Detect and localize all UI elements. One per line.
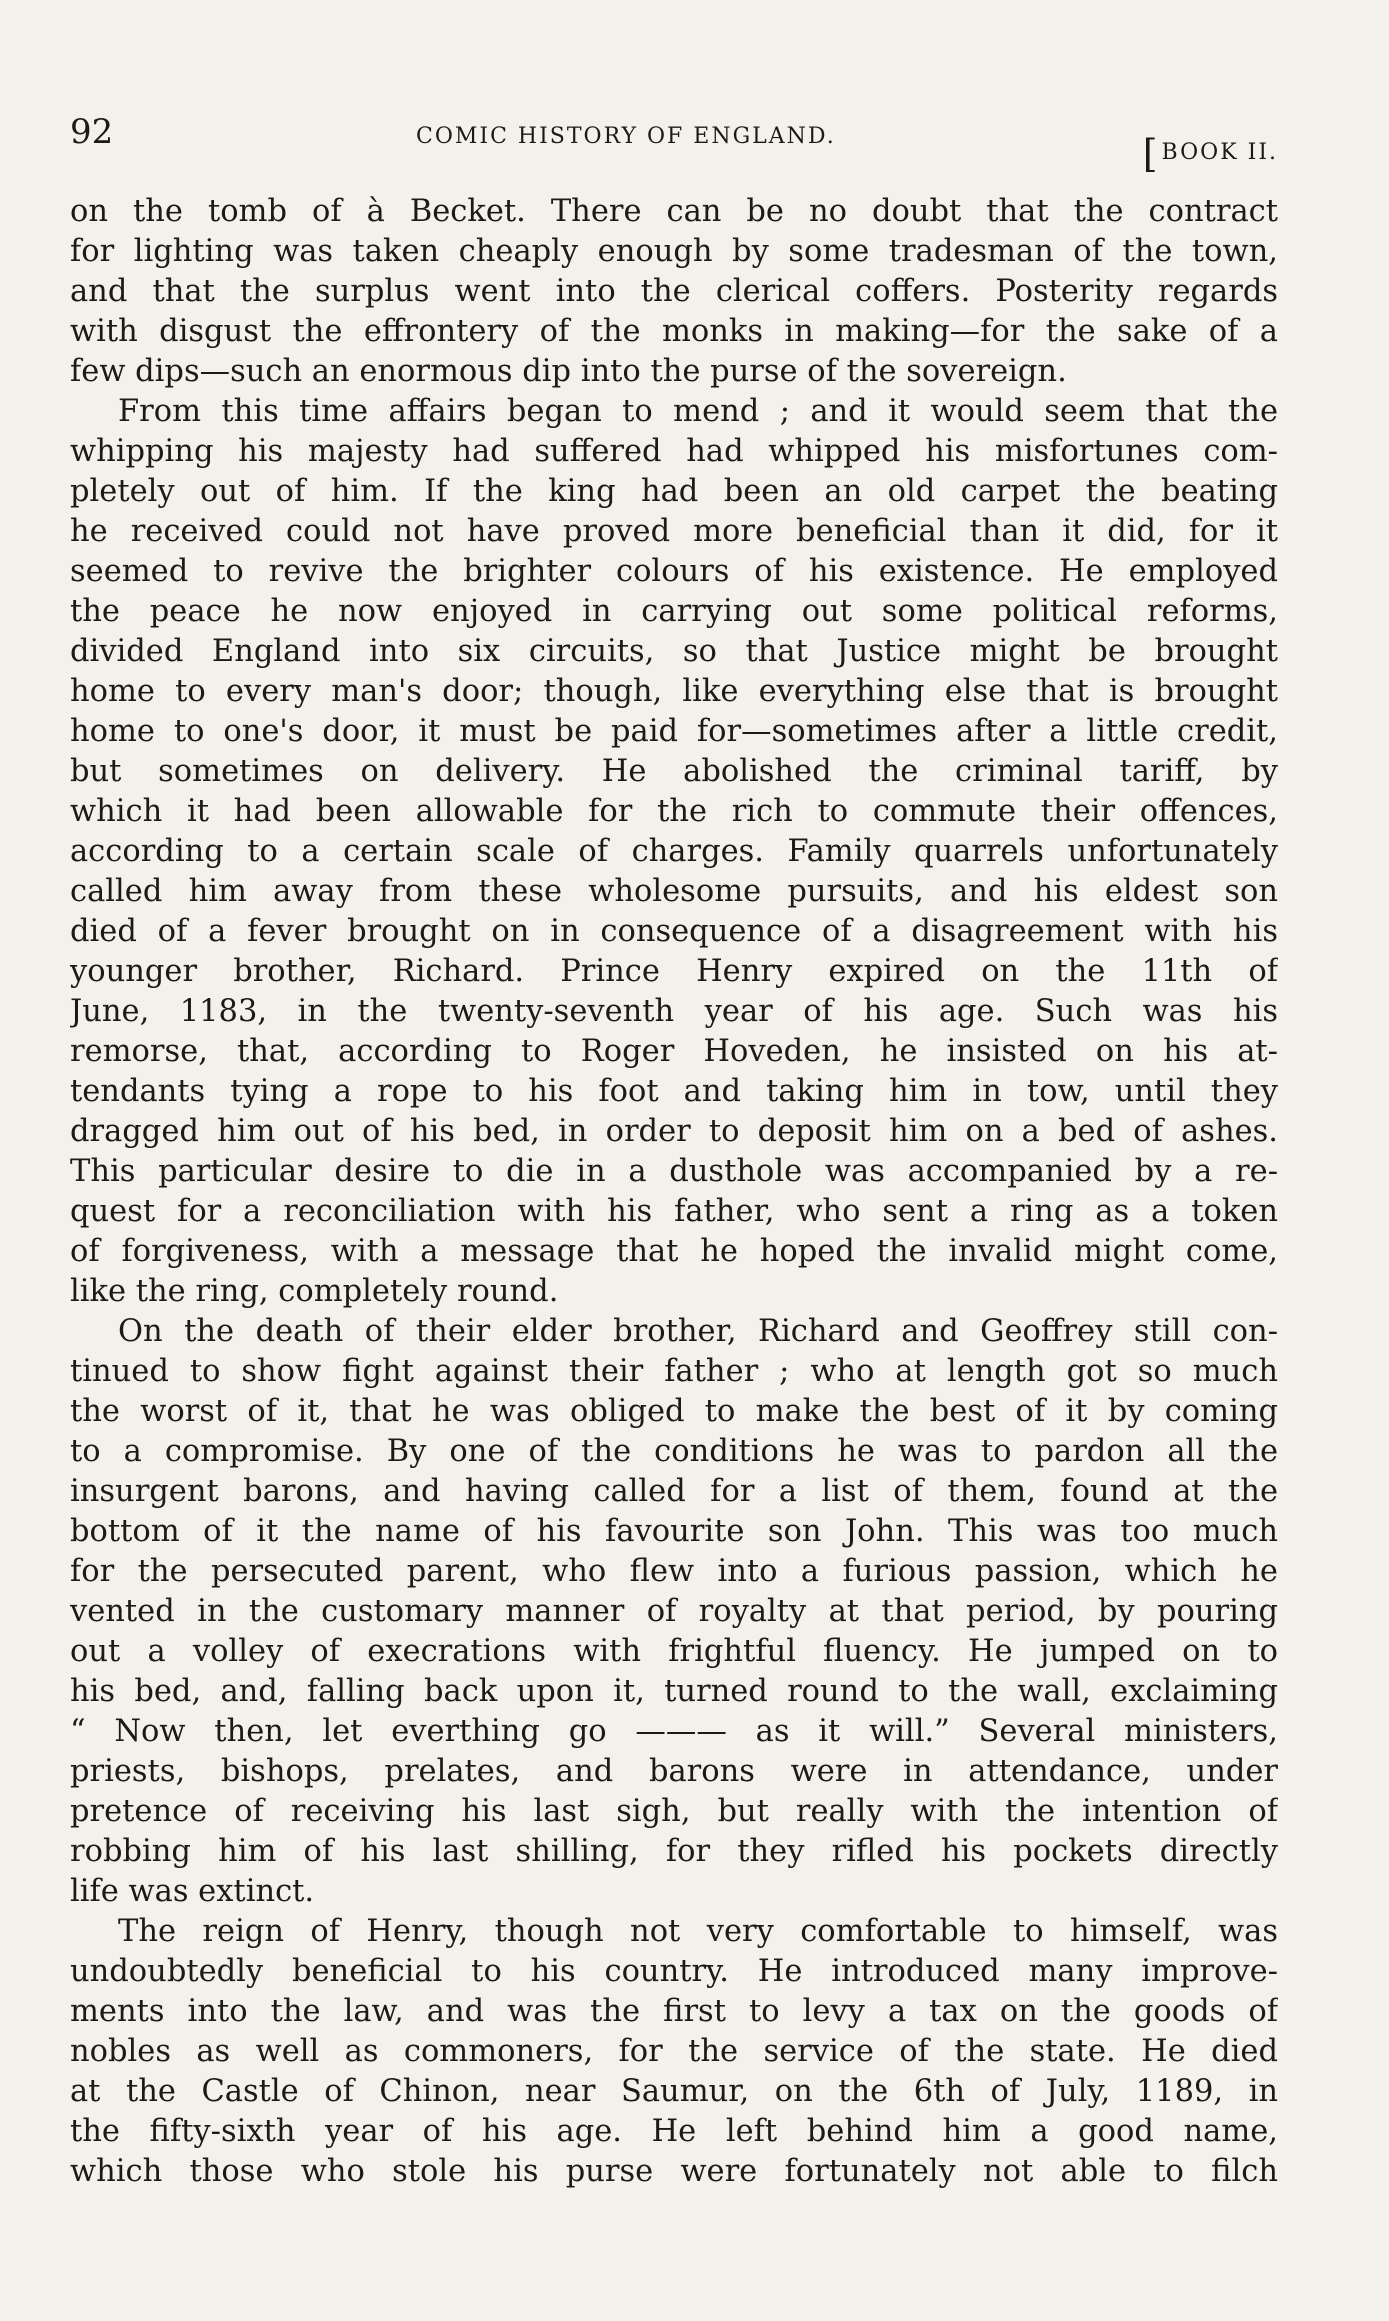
text-line: the worst of it, that he was obliged to make the best of it by coming — [70, 1394, 1278, 1429]
text-line: remorse, that, according to Roger Hoveden, he insisted on his at- — [70, 1034, 1278, 1069]
text-line: divided England into six circuits, so that Justice might be brought — [70, 634, 1278, 669]
running-head — [70, 112, 1278, 176]
body-text — [70, 192, 1278, 2192]
text-line: ments into the law, and was the first to levy a tax on the goods of — [70, 1994, 1278, 2029]
text-line: vented in the customary manner of royalty at that period, by pouring — [70, 1594, 1278, 1629]
book-label-text: BOOK II. — [1161, 140, 1278, 165]
text-line: for the persecuted parent, who flew into a furious passion, which he — [70, 1554, 1278, 1589]
text-line: robbing him of his last shilling, for they rifled his pockets directly — [70, 1834, 1278, 1869]
text-line: of forgiveness, with a message that he hoped the invalid might come, — [70, 1234, 1278, 1269]
text-line: From this time affairs began to mend ; and it would seem that the — [118, 394, 1278, 429]
book-label-bracket: [ — [1142, 132, 1160, 176]
text-line: insurgent barons, and having called for a list of them, found at the — [70, 1474, 1278, 1509]
text-line: his bed, and, falling back upon it, turned round to the wall, exclaiming — [70, 1674, 1278, 1709]
text-line: home to one's door, it must be paid for—sometimes after a little credit, — [70, 714, 1278, 749]
book-label — [1142, 124, 1278, 176]
text-line: he received could not have proved more beneficial than it did, for it — [70, 514, 1278, 549]
text-line: bottom of it the name of his favourite son John. This was too much — [70, 1514, 1278, 1549]
page-number: 92 — [70, 112, 114, 152]
text-line: quest for a reconciliation with his father, who sent a ring as a token — [70, 1194, 1278, 1229]
text-line: which those who stole his purse were fortunately not able to filch — [70, 2154, 1278, 2189]
text-line: undoubtedly beneficial to his country. He introduced many improve- — [70, 1954, 1278, 1989]
text-line: On the death of their elder brother, Richard and Geoffrey still con- — [118, 1314, 1278, 1349]
text-line: like the ring, completely round. — [70, 1274, 559, 1309]
text-line: home to every man's door; though, like everything else that is brought — [70, 674, 1278, 709]
text-line: the peace he now enjoyed in carrying out some political reforms, — [70, 594, 1278, 629]
text-line: called him away from these wholesome pursuits, and his eldest son — [70, 874, 1278, 909]
text-line: for lighting was taken cheaply enough by some tradesman of the town, — [70, 234, 1278, 269]
text-line: to a compromise. By one of the conditions he was to pardon all the — [70, 1434, 1278, 1469]
text-line: but sometimes on delivery. He abolished the criminal tariff, by — [70, 754, 1278, 789]
text-line: according to a certain scale of charges. Family quarrels unfortunately — [70, 834, 1278, 869]
text-line: younger brother, Richard. Prince Henry expired on the 11th of — [70, 954, 1278, 989]
text-line: June, 1183, in the twenty-seventh year of his age. Such was his — [70, 994, 1278, 1029]
text-line: The reign of Henry, though not very comfortable to himself, was — [118, 1914, 1278, 1949]
text-line: died of a fever brought on in consequence of a disagreement with his — [70, 914, 1278, 949]
text-line: and that the surplus went into the clerical coffers. Posterity regards — [70, 274, 1278, 309]
text-line: nobles as well as commoners, for the service of the state. He died — [70, 2034, 1278, 2069]
text-line: few dips—such an enormous dip into the purse of the sovereign. — [70, 354, 1067, 389]
text-line: tendants tying a rope to his foot and taking him in tow, until they — [70, 1074, 1278, 1109]
text-line: which it had been allowable for the rich to commute their offences, — [70, 794, 1278, 829]
text-line: the fifty-sixth year of his age. He left behind him a good name, — [70, 2114, 1278, 2149]
text-line: seemed to revive the brighter colours of his existence. He employed — [70, 554, 1278, 589]
text-line: on the tomb of à Becket. There can be no doubt that the contract — [70, 194, 1278, 229]
text-line: out a volley of execrations with frightful fluency. He jumped on to — [70, 1634, 1278, 1669]
text-line: tinued to show fight against their father ; who at length got so much — [70, 1354, 1278, 1389]
text-line: priests, bishops, prelates, and barons were in attendance, under — [70, 1754, 1278, 1789]
text-line: whipping his majesty had suffered had whipped his misfortunes com- — [70, 434, 1278, 469]
text-line: dragged him out of his bed, in order to deposit him on a bed of ashes. — [70, 1114, 1278, 1149]
text-line: “ Now then, let everthing go ——— as it will.” Several ministers, — [70, 1714, 1278, 1749]
running-title: COMIC HISTORY OF ENGLAND. — [416, 124, 836, 149]
text-line: This particular desire to die in a dusthole was accompanied by a re- — [70, 1154, 1278, 1189]
text-line: at the Castle of Chinon, near Saumur, on the 6th of July, 1189, in — [70, 2074, 1278, 2109]
text-line: life was extinct. — [70, 1874, 315, 1909]
text-line: with disgust the effrontery of the monks in making—for the sake of a — [70, 314, 1278, 349]
text-line: pletely out of him. If the king had been an old carpet the beating — [70, 474, 1278, 509]
text-line: pretence of receiving his last sigh, but really with the intention of — [70, 1794, 1278, 1829]
